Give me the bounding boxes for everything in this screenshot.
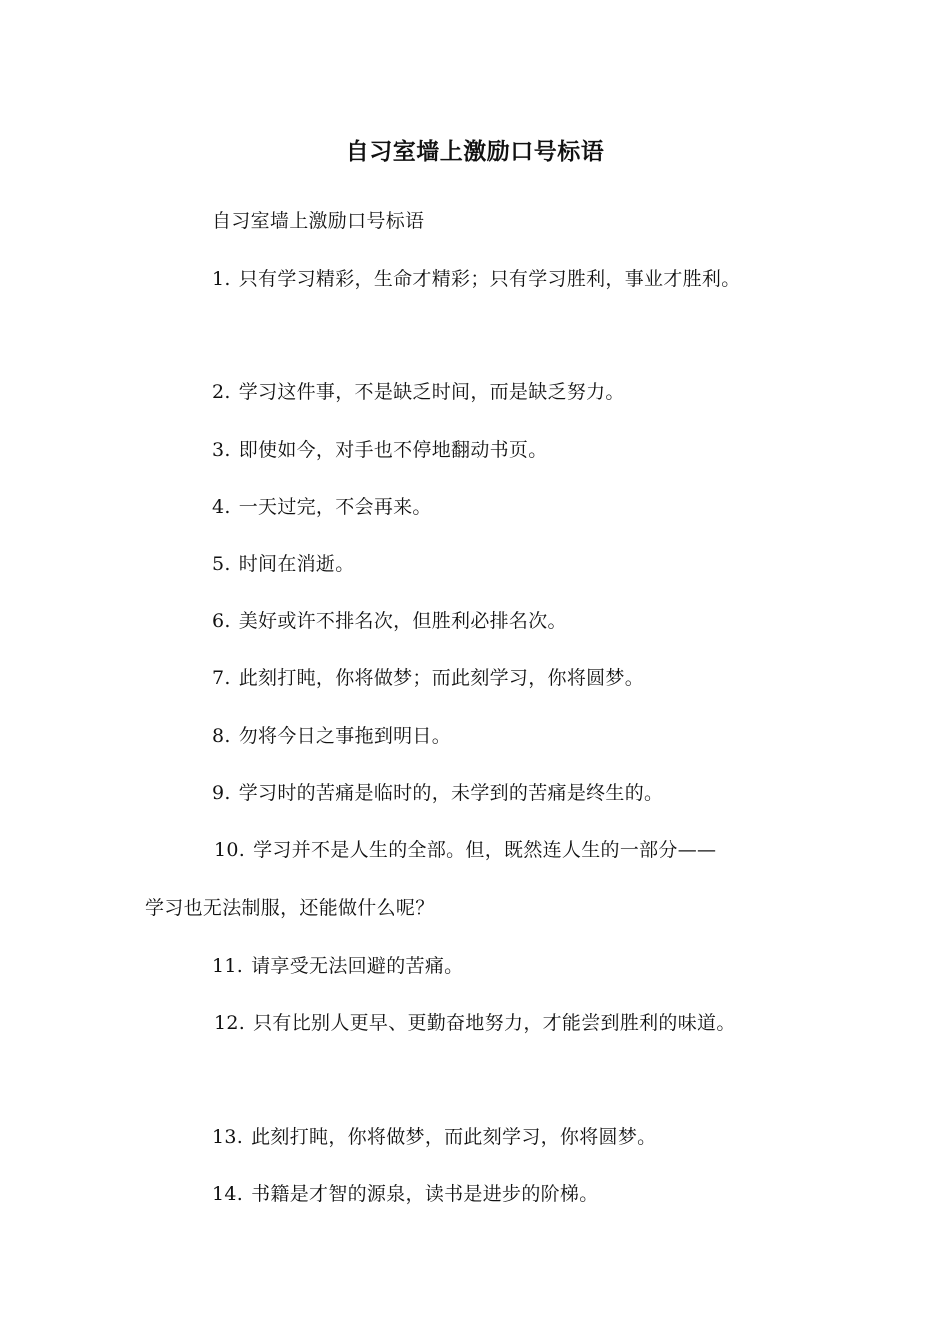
list-item — [214, 1009, 736, 1037]
item-number: 3. — [212, 439, 231, 461]
item-number: 14. — [212, 1183, 244, 1205]
item-text: 学习这件事，不是缺乏时间，而是缺乏努力。 — [238, 381, 625, 403]
item-text: 即使如今，对手也不停地翻动书页。 — [238, 439, 548, 461]
list-item-continuation: 学习也无法制服，还能做什么呢？ — [145, 897, 435, 919]
item-text: 学习时的苦痛是临时的，未学到的苦痛是终生的。 — [238, 782, 664, 804]
item-text: 请享受无法回避的苦痛。 — [251, 955, 464, 977]
item-number: 1. — [212, 268, 231, 290]
list-item — [212, 1180, 599, 1208]
list-item — [212, 550, 355, 578]
item-text: 此刻打盹，你将做梦；而此刻学习，你将圆梦。 — [238, 667, 645, 689]
list-item — [212, 436, 548, 464]
document-title: 自习室墙上激励口号标语 — [345, 139, 605, 165]
list-item — [212, 952, 463, 980]
list-item — [212, 779, 663, 807]
item-number: 13. — [212, 1126, 244, 1148]
item-text: 勿将今日之事拖到明日。 — [238, 725, 452, 747]
list-item — [212, 378, 625, 406]
list-item — [212, 664, 644, 692]
item-text: 一天过完，不会再来。 — [238, 496, 432, 518]
intro-line: 自习室墙上激励口号标语 — [212, 210, 425, 232]
list-item — [212, 722, 451, 750]
item-text: 书籍是才智的源泉，读书是进步的阶梯。 — [251, 1183, 599, 1205]
item-number: 5. — [212, 553, 231, 575]
item-number: 8. — [212, 725, 231, 747]
item-text: 此刻打盹，你将做梦，而此刻学习，你将圆梦。 — [251, 1126, 657, 1148]
item-number: 4. — [212, 496, 231, 518]
item-number: 12. — [214, 1012, 246, 1034]
item-text: 只有学习精彩，生命才精彩；只有学习胜利，事业才胜利。 — [238, 268, 741, 290]
item-text: 只有比别人更早、更勤奋地努力，才能尝到胜利的味道。 — [253, 1012, 736, 1034]
list-item — [212, 265, 741, 293]
item-text: 美好或许不排名次，但胜利必排名次。 — [238, 610, 567, 632]
item-text: 学习并不是人生的全部。但，既然连人生的一部分—— — [253, 839, 717, 861]
item-number: 9. — [212, 782, 231, 804]
item-number: 10. — [214, 839, 246, 861]
list-item — [212, 1123, 656, 1151]
list-item — [212, 493, 432, 521]
item-number: 11. — [212, 955, 244, 977]
item-number: 7. — [212, 667, 231, 689]
list-item — [214, 836, 716, 864]
item-text: 时间在消逝。 — [238, 553, 355, 575]
list-item — [212, 607, 567, 635]
item-number: 2. — [212, 381, 231, 403]
item-number: 6. — [212, 610, 231, 632]
